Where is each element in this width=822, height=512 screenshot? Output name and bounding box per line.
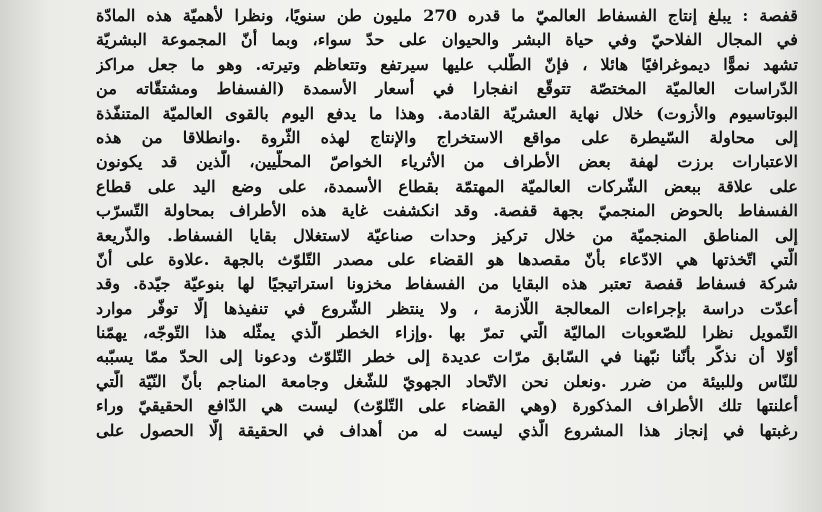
text-line: التّمويل نظرا للصّعوبات الماليّة الّتي تمرّ بها .وإزاء الخطر الّذي يمثّله هذا التّوجّه، يهمّنا xyxy=(96,323,798,343)
text-line: على علاقة ببعض الشّركات العالميّة المهتمّة بقطاع الأسمدة، على وضع اليد على قطاع xyxy=(96,176,798,196)
text-line: رغبتها في إنجاز هذا المشروع الّذي ليست له من أهداف في الحقيقة إلّا الحصول على xyxy=(96,420,798,440)
text-line: أعلنتها تلك الأطراف المذكورة (وهي القضاء على التّلوّث) ليست هي الدّافع الحقيقيّ وراء xyxy=(96,396,798,416)
text-line: شركة فسفاط قفصة تعتبر هذه البقايا من الفسفاط مخزونا استراتيجيًا لها بنوعيّة جيّدة. وقد xyxy=(96,274,798,294)
text-line: إلى محاولة السّيطرة على مواقع الاستخراج والإنتاج لهذه الثّروة .وانطلاقا من هذه xyxy=(96,127,798,147)
text-line: للنّاس وللبيئة من ضرر .ونعلن نحن الاتّحاد الجهويّ للشّغل وجامعة المناجم بأنّ النّيّة الّتي xyxy=(96,371,798,391)
text-line: الفسفاط بالحوض المنجميّ بجهة قفصة. وقد انكشفت غاية هذه الأطراف بمحاولة التّسرّب xyxy=(96,201,798,221)
text-line: في المجال الفلاحيّ وفي حياة البشر والحيوان على حدّ سواء، وبما أنّ المجموعة البشريّة xyxy=(96,30,798,50)
text-line: البوتاسيوم والأزوت) خلال نهاية العشريّة القادمة. وهذا ما يدفع اليوم بالقوى العالميّة المتنفّذة xyxy=(96,103,798,123)
text-line: الاعتبارات برزت لهفة بعض الأطراف من الأثرياء الخواصّ المحلّيين، الّذين قد يكونون xyxy=(96,152,798,172)
text-line: أوّلا أن نذكّر بأنّنا نبّهنا في السّابق مرّات عديدة إلى خطر التّلوّث ودعونا إلى الحدّ ممّا يسبّبه xyxy=(96,347,798,367)
text-line: أعدّت دراسة بإجراءات المعالجة اللّازمة ، ولا ينتظر الشّروع في تنفيذها إلّا توفّر موارد xyxy=(96,298,798,318)
text-line: الدّراسات العالميّة المختصّة تتوقّع انفجارا في أسعار الأسمدة (الفسفاط ومشتقّاته من xyxy=(96,79,798,99)
text-line: تشهد نموًّا ديموغرافيًا هائلا ، فإنّ الطّلب عليها سيرتفع وتتعاظم وتيرته. وهو ما جعل مراكز xyxy=(96,54,798,74)
text-line: قفصة : يبلغ إنتاج الفسفاط العالميّ ما قدره 270 مليون طن سنويًا، ونظرا لأهميّة هذه المادّة xyxy=(96,6,798,25)
text-line: إلى المناطق المنجميّة من خلال تركيز وحدات صناعيّة لاستغلال بقايا الفسفاط. والذّريعة xyxy=(96,225,798,245)
text-line: الّتي اتّخذتها هي الادّعاء بأنّ مقصدها هو القضاء على مصدر التّلوّث بالجهة .علاوة على أنّ xyxy=(96,249,798,269)
article-body xyxy=(96,4,798,443)
